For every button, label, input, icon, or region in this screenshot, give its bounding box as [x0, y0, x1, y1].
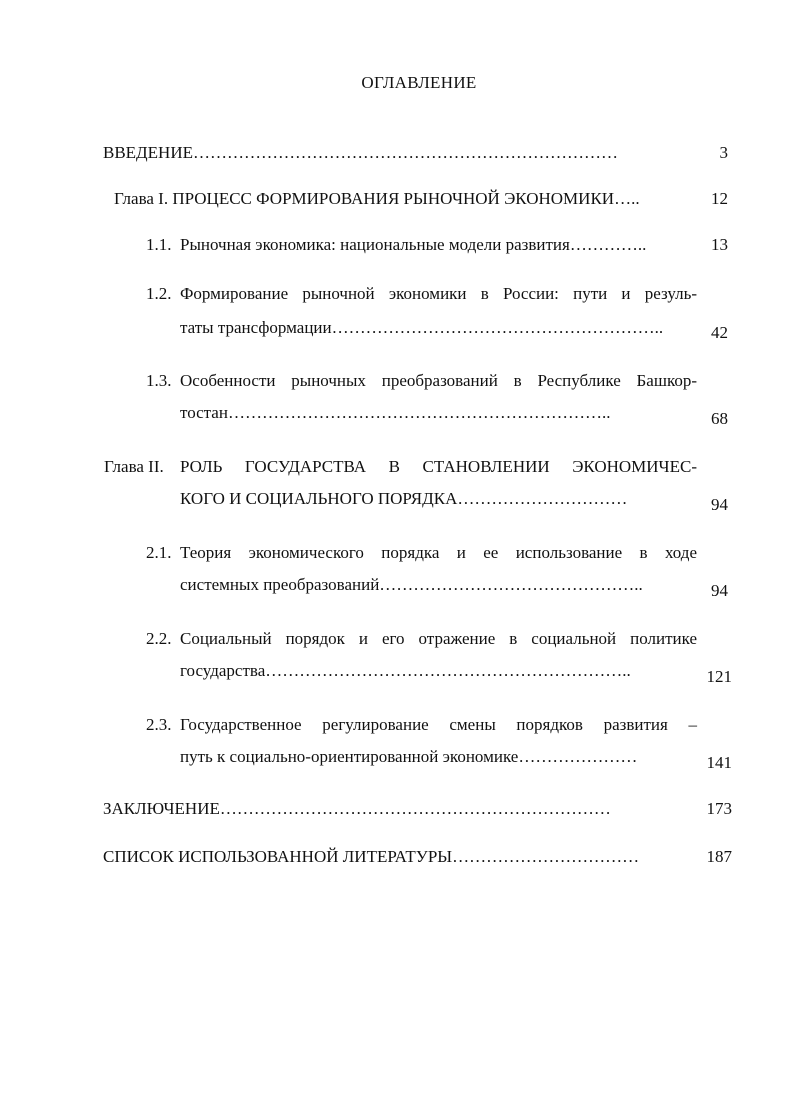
toc-entry-section-2-3-line1[interactable]: Государственное регулирование смены порядков развития –: [180, 715, 697, 734]
toc-entry-section-2-2-line1[interactable]: Социальный порядок и его отражение в социальной политике: [180, 629, 697, 648]
toc-section-number: 1.1.: [146, 235, 172, 254]
toc-entry-text: СПИСОК ИСПОЛЬЗОВАННОЙ ЛИТЕРАТУРЫ: [103, 847, 453, 866]
toc-leader-dots: ……………………………: [452, 847, 640, 866]
toc-entry-text: ПРОЦЕСС ФОРМИРОВАНИЯ РЫНОЧНОЙ ЭКОНОМИКИ: [172, 189, 615, 208]
toc-entry-chapter-1[interactable]: [114, 188, 640, 210]
toc-entry-section-1-3-line2[interactable]: [180, 402, 610, 424]
toc-entry-text: путь к социально-ориентированной экономике: [180, 747, 519, 766]
page-title: ОГЛАВЛЕНИЕ: [361, 73, 477, 92]
toc-page-number: 141: [706, 753, 732, 772]
toc-chapter-number: Глава II.: [104, 457, 164, 476]
toc-page-number: 187: [706, 847, 732, 866]
toc-leader-dots: ………………………………………..: [379, 575, 643, 594]
toc-page-number: 3: [719, 143, 728, 162]
toc-leader-dots: …………..: [569, 235, 647, 254]
toc-entry-section-2-3-line2[interactable]: [180, 746, 637, 768]
toc-entry-section-1-1[interactable]: [180, 234, 646, 256]
toc-entry-text: ВВЕДЕНИЕ: [103, 143, 193, 162]
toc-page-number: 173: [706, 799, 732, 818]
toc-page-number: 42: [711, 323, 728, 342]
toc-leader-dots: …………………………………………………..: [331, 318, 664, 337]
toc-chapter-number: Глава I.: [114, 189, 169, 208]
toc-section-number: 2.1.: [146, 543, 172, 562]
toc-page-number: 121: [706, 667, 732, 686]
toc-entry-section-2-1-line1[interactable]: Теория экономического порядка и ее использование в ходе: [180, 543, 697, 562]
toc-page-number: 12: [711, 189, 728, 208]
toc-section-number: 1.2.: [146, 284, 172, 303]
toc-leader-dots: ……………………………………………………………: [219, 799, 611, 818]
toc-entry-text: Рыночная экономика: национальные модели развития: [180, 235, 570, 254]
toc-section-number: 2.3.: [146, 715, 172, 734]
toc-entry-conclusion[interactable]: [103, 798, 611, 820]
toc-entry-text: ЗАКЛЮЧЕНИЕ: [103, 799, 220, 818]
toc-entry-section-1-2-line1[interactable]: Формирование рыночной экономики в России: пути и резуль-: [180, 284, 697, 303]
toc-entry-section-2-2-line2[interactable]: [180, 660, 631, 682]
toc-leader-dots: ………………………………………………………..: [265, 661, 631, 680]
toc-entry-chapter-2-line2[interactable]: [180, 488, 627, 510]
toc-leader-dots: …………………………………………………………..: [227, 403, 611, 422]
toc-page-number: 13: [711, 235, 728, 254]
toc-leader-dots: …..: [614, 189, 640, 208]
toc-page-number: 94: [711, 581, 728, 600]
toc-section-number: 1.3.: [146, 371, 172, 390]
toc-page-number: 94: [711, 495, 728, 514]
toc-entry-text: государства: [180, 661, 266, 680]
toc-leader-dots: …………………: [518, 747, 638, 766]
toc-entry-section-1-2-line2[interactable]: [180, 317, 663, 339]
toc-section-number: 2.2.: [146, 629, 172, 648]
toc-entry-references[interactable]: [103, 846, 639, 868]
toc-entry-text: таты трансформации: [180, 318, 332, 337]
toc-leader-dots: …………………………………………………………………: [192, 143, 618, 162]
toc-leader-dots: …………………………: [457, 489, 628, 508]
toc-entry-text: КОГО И СОЦИАЛЬНОГО ПОРЯДКА: [180, 489, 458, 508]
toc-page-number: 68: [711, 409, 728, 428]
toc-entry-section-1-3-line1[interactable]: Особенности рыночных преобразований в Республике Башкор-: [180, 371, 697, 390]
toc-entry-intro[interactable]: [103, 142, 618, 164]
toc-entry-text: системных преобразований: [180, 575, 380, 594]
toc-entry-chapter-2-line1[interactable]: РОЛЬ ГОСУДАРСТВА В СТАНОВЛЕНИИ ЭКОНОМИЧЕС-: [180, 457, 697, 476]
toc-entry-section-2-1-line2[interactable]: [180, 574, 643, 596]
toc-entry-text: тостан: [180, 403, 228, 422]
